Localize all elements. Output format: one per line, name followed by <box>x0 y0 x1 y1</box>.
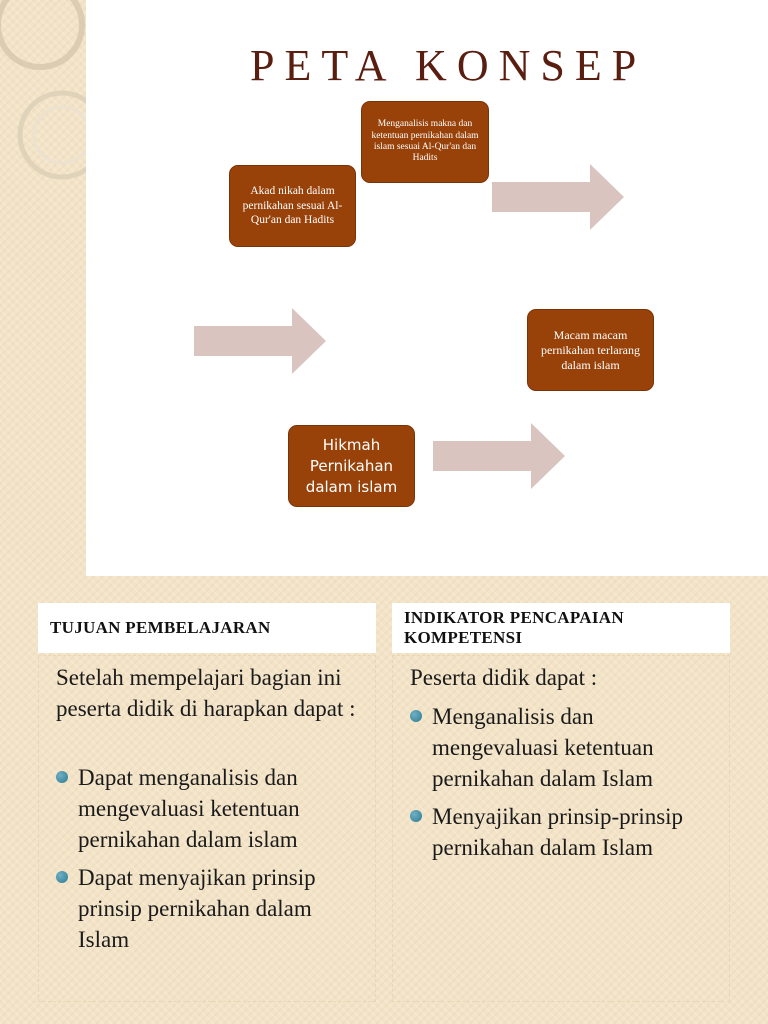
tujuan-pembelajaran-heading <box>38 603 376 653</box>
indikator-intro: Peserta didik dapat : <box>410 665 598 690</box>
list-item <box>56 762 368 855</box>
arrow-right-icon <box>492 164 624 230</box>
concept-node-macam-pernikahan <box>527 309 654 391</box>
slide-title: PETA KONSEP <box>250 41 647 90</box>
bullet-icon <box>410 810 422 822</box>
indikator-heading-text: INDIKATOR PENCAPAIAN KOMPETENSI <box>404 607 624 647</box>
bullet-icon <box>56 771 68 783</box>
concept-node-hikmah-text: Hikmah Pernikahan dalam islam <box>305 435 398 496</box>
indikator-heading <box>392 603 730 653</box>
list-item <box>410 701 722 794</box>
list-item-text: Menyajikan prinsip-prinsip pernikahan dalam Islam <box>432 804 684 860</box>
indikator-bullet-list <box>410 701 722 870</box>
arrow-right-icon <box>433 423 565 489</box>
list-item-text: Dapat menyajikan prinsip prinsip pernikahan dalam Islam <box>78 865 316 952</box>
concept-node-akad-nikah <box>229 165 356 247</box>
concept-node-menganalisis-text: Menganalisis makna dan ketentuan pernikahan dalam islam sesuai Al-Qur'an dan Hadits <box>371 119 479 164</box>
concept-node-macam-pernikahan-text: Macam macam pernikahan terlarang dalam islam <box>541 327 640 372</box>
tujuan-pembelajaran-heading-text: TUJUAN PEMBELAJARAN <box>50 617 271 637</box>
concept-node-menganalisis <box>361 101 489 183</box>
list-item <box>56 862 368 955</box>
bullet-icon <box>410 710 422 722</box>
list-item-text: Dapat menganalisis dan mengevaluasi ketentuan pernikahan dalam islam <box>78 765 300 852</box>
bullet-icon <box>56 871 68 883</box>
list-item <box>410 801 722 863</box>
tujuan-bullet-list <box>56 762 368 962</box>
decorative-circles <box>0 0 90 200</box>
concept-node-hikmah <box>288 425 415 507</box>
arrow-right-icon <box>194 308 326 374</box>
list-item-text: Menganalisis dan mengevaluasi ketentuan pernikahan dalam Islam <box>432 704 654 791</box>
tujuan-intro: Setelah mempelajari bagian ini peserta didik di harapkan dapat : <box>56 665 356 721</box>
concept-node-akad-nikah-text: Akad nikah dalam pernikahan sesuai Al-Qur'an dan Hadits <box>242 185 343 227</box>
